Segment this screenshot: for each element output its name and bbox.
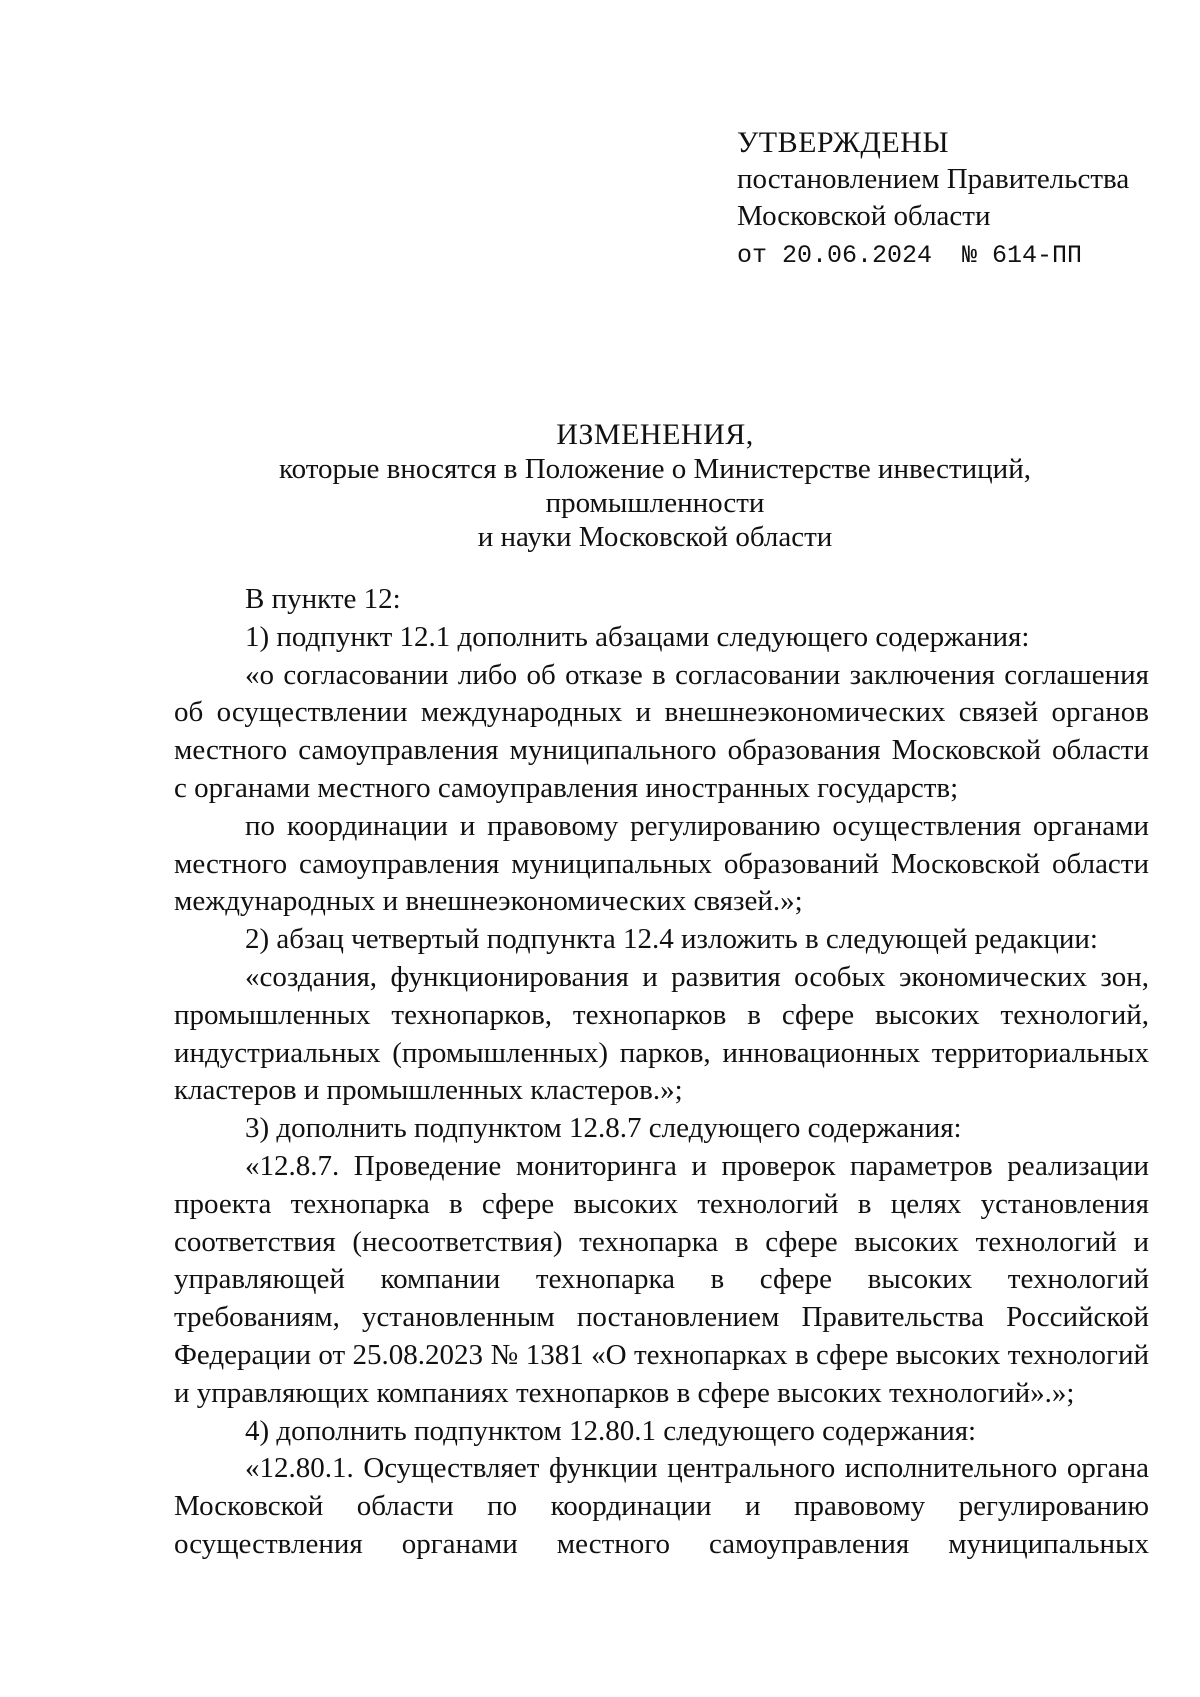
heading-line-2: и науки Московской области	[477, 521, 833, 553]
approval-line-1: постановлением Правительства	[737, 163, 1130, 195]
document-body	[174, 581, 1149, 1564]
paragraph-quote-5: «12.80.1. Осуществляет функции центрального исполнительного органа Московской области по координации и правовому регулированию осуществления органами местного самоуправления муниципальных	[174, 1452, 1149, 1560]
paragraph-quote-3: «создания, функционирования и развития особых экономических зон, промышленных технопарков, технопарков в сфере высоких технологий, индустриальных (промышленных) парков, инновационных территориальных кластеров и промышленных кластеров.»;	[174, 960, 1149, 1107]
approval-title: УТВЕРЖДЕНЫ	[737, 126, 950, 159]
paragraph-item-4: 4) дополнить подпунктом 12.80.1 следующего содержания:	[245, 1414, 977, 1447]
approval-line-2: Московской области	[737, 200, 991, 232]
paragraph-item-1: 1) подпункт 12.1 дополнить абзацами следующего содержания:	[245, 620, 1030, 653]
approval-stamp	[737, 124, 1129, 274]
heading-title: ИЗМЕНЕНИЯ,	[556, 418, 754, 451]
paragraph-intro: В пункте 12:	[245, 583, 401, 615]
paragraph-quote-2: по координации и правовому регулированию осуществления органами местного самоуправления муниципальных образований Московской области международных и внешнеэкономических связей.»;	[174, 809, 1149, 918]
paragraph-item-3: 3) дополнить подпунктом 12.8.7 следующего содержания:	[245, 1112, 962, 1145]
document-heading	[180, 418, 1130, 554]
approval-date-number: от 20.06.2024 № 614-ПП	[737, 241, 1083, 270]
paragraph-item-2: 2) абзац четвертый подпункта 12.4 изложить в следующей редакции:	[245, 923, 1098, 956]
paragraph-quote-1: «о согласовании либо об отказе в согласовании заключения соглашения об осуществлении международных и внешнеэкономических связей органов местного самоуправления муниципального образования Московской области с органами местного самоуправления иностранных государств;	[174, 658, 1149, 804]
paragraph-quote-4: «12.8.7. Проведение мониторинга и проверок параметров реализации проекта технопарка в сфере высоких технологий в целях установления соответствия (несоответствия) технопарка в сфере высоких технологий и управляющей компании технопарка в сфере высоких технологий требованиям, установленным постановлением Правительства Российской Федерации от 25.08.2023 № 1381 «О технопарках в сфере высоких технологий и управляющих компаниях технопарков в сфере высоких технологий».»;	[174, 1149, 1149, 1409]
heading-line-1: которые вносятся в Положение о Министерстве инвестиций, промышленности	[279, 453, 1031, 519]
